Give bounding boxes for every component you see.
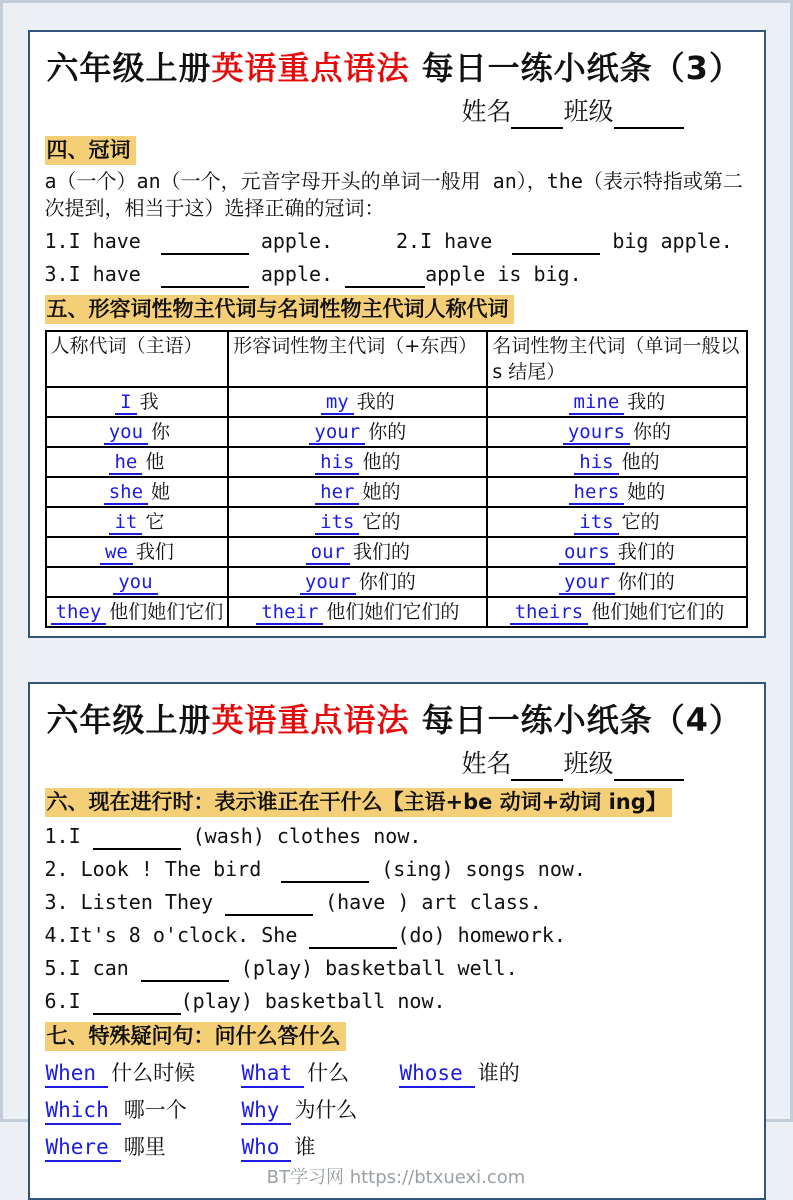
zh-word: 他们她们它们的: [591, 601, 725, 623]
zh-word: 她: [151, 481, 171, 503]
en-word: its: [315, 511, 359, 535]
class-label: 班级: [563, 97, 614, 126]
exercise-4: [45, 921, 748, 949]
exercise-6: [45, 987, 748, 1015]
zh-word: 她的: [627, 481, 666, 503]
en-word: it: [109, 511, 142, 535]
exercise-blank: [225, 894, 313, 916]
exercise-3-tail: apple is big.: [425, 262, 582, 286]
title-suffix: 每日一练小纸条（4）: [409, 701, 742, 739]
table-header-row: [46, 331, 747, 387]
exercise-1: [45, 822, 748, 850]
exercise-3: [45, 888, 748, 916]
qword-who: [241, 1132, 399, 1162]
class-label: 班级: [563, 749, 614, 778]
exercise-text: 4.It's 8 o'clock. She: [44, 923, 298, 947]
qword-en: Where: [45, 1135, 121, 1162]
zh-word: 他的: [621, 451, 660, 473]
name-label: 姓名: [461, 749, 512, 778]
title-highlight-red: 英语重点语法: [211, 49, 410, 87]
qword-what: [241, 1058, 399, 1088]
section-7-heading: 七、特殊疑问句：问什么答什么: [45, 1022, 346, 1051]
en-word: your: [309, 421, 365, 445]
exercise-2-blank: [512, 233, 600, 255]
en-word: my: [321, 391, 354, 415]
exercise-blank: [93, 828, 181, 850]
en-word: her: [315, 481, 359, 505]
question-words-row-3: [45, 1132, 748, 1162]
col-header-possessive-adj: 形容词性物主代词（+东西）: [228, 331, 487, 387]
exercise-3-text: 3.I have: [44, 262, 141, 286]
qword-when: [45, 1058, 241, 1088]
table-row: [46, 387, 747, 417]
exercise-blank: [93, 993, 181, 1015]
en-word: ours: [559, 541, 615, 565]
exercise-1: [45, 227, 397, 255]
table-row: [46, 597, 747, 627]
zh-word: 它: [145, 511, 165, 533]
name-class-line: [45, 95, 748, 129]
zh-word: 我们的: [617, 541, 675, 563]
worksheet-card-4: [28, 682, 766, 1200]
table-row: [46, 477, 747, 507]
table-row: [46, 417, 747, 447]
qword-zh: 哪一个: [123, 1098, 187, 1122]
question-words-row-2: [45, 1095, 748, 1125]
title-grade: 六年级上册: [46, 49, 212, 87]
en-word: theirs: [510, 601, 589, 625]
table-row: [46, 567, 747, 597]
en-word: yours: [563, 421, 630, 445]
name-blank: [511, 103, 563, 129]
en-word: hers: [569, 481, 625, 505]
exercise-2: [45, 855, 748, 883]
exercise-3-blank-b: [345, 266, 425, 288]
en-word: they: [51, 601, 107, 625]
exercise-2-text: 2.I have: [396, 229, 493, 253]
col-header-subject-pronoun: 人称代词（主语）: [46, 331, 229, 387]
exercise-tail: (wash) clothes now.: [192, 824, 422, 848]
en-word: mine: [569, 391, 625, 415]
name-label: 姓名: [461, 97, 512, 126]
question-words-row-1: [45, 1058, 748, 1088]
zh-word: 他们她们它们的: [326, 601, 460, 623]
exercise-2-tail: big apple.: [612, 229, 733, 253]
qword-whose: [399, 1058, 748, 1088]
title-grade: 六年级上册: [46, 701, 212, 739]
exercise-blank: [141, 960, 229, 982]
qword-en: Whose: [399, 1061, 475, 1088]
qword-why: [241, 1095, 399, 1125]
zh-word: 它的: [362, 511, 401, 533]
zh-word: 我们: [135, 541, 174, 563]
qword-zh: 谁: [294, 1135, 316, 1159]
en-word: we: [100, 541, 133, 565]
exercise-text: 1.I: [44, 824, 81, 848]
qword-zh: 哪里: [123, 1135, 166, 1159]
zh-word: 它的: [621, 511, 660, 533]
en-word: its: [574, 511, 618, 535]
exercise-text: 6.I: [44, 989, 81, 1013]
table-row: [46, 537, 747, 567]
exercise-blank: [309, 927, 397, 949]
qword-zh: 什么时候: [111, 1061, 196, 1085]
exercise-3-blank-a: [161, 266, 249, 288]
zh-word: 你的: [633, 421, 672, 443]
table-row: [46, 447, 747, 477]
col-header-possessive-pronoun: 名词性物主代词（单词一般以 s 结尾）: [487, 331, 746, 387]
exercise-2: [396, 227, 748, 255]
en-word: his: [315, 451, 359, 475]
exercise-row-1: [45, 227, 748, 255]
qword-zh: 谁的: [477, 1061, 520, 1085]
exercise-1-tail: apple.: [260, 229, 334, 253]
exercise-1-text: 1.I have: [44, 229, 141, 253]
exercise-tail: (play) basketball now.: [180, 989, 446, 1013]
zh-word: 他: [145, 451, 165, 473]
en-word: your: [559, 571, 615, 595]
exercise-1-blank: [161, 233, 249, 255]
en-word: their: [256, 601, 323, 625]
exercise-text: 5.I can: [44, 956, 129, 980]
exercise-tail: (play) basketball well.: [240, 956, 518, 980]
qword-en: What: [241, 1061, 305, 1088]
exercise-blank: [281, 861, 369, 883]
exercise-5: [45, 954, 748, 982]
zh-word: 你们的: [358, 571, 416, 593]
section-5-heading: 五、形容词性物主代词与名词性物主代词人称代词: [45, 295, 514, 324]
en-word: his: [574, 451, 618, 475]
zh-word: 我的: [627, 391, 666, 413]
zh-word: 你的: [368, 421, 407, 443]
title-suffix: 每日一练小纸条（3）: [409, 49, 742, 87]
exercise-tail: (sing) songs now.: [381, 857, 586, 881]
en-word: she: [104, 481, 148, 505]
table-row: [46, 507, 747, 537]
zh-word: 他们她们它们: [109, 601, 224, 623]
pronoun-table: [45, 330, 748, 628]
qword-which: [45, 1095, 241, 1125]
qword-en: When: [45, 1061, 109, 1088]
zh-word: 你们的: [617, 571, 675, 593]
en-word: you: [113, 571, 157, 595]
worksheet-card-3: [28, 30, 766, 638]
qword-zh: 什么: [307, 1061, 350, 1085]
section-4-intro: a（一个）an（一个，元音字母开头的单词一般用 an），the（表示特指或第二次提到，相当于这）选择正确的冠词：: [44, 169, 743, 220]
en-word: you: [104, 421, 148, 445]
qword-en: Why: [241, 1098, 292, 1125]
section-4-heading: 四、冠词: [45, 136, 136, 165]
qword-en: Who: [241, 1135, 292, 1162]
name-blank: [511, 755, 563, 781]
en-word: I: [115, 391, 136, 415]
zh-word: 我: [139, 391, 159, 413]
exercise-3-mid: apple.: [260, 262, 334, 286]
en-word: our: [306, 541, 350, 565]
zh-word: 我们的: [352, 541, 410, 563]
qword-zh: 为什么: [294, 1098, 358, 1122]
name-class-line: [45, 747, 748, 781]
class-blank: [614, 755, 684, 781]
qword-en: Which: [45, 1098, 121, 1125]
exercise-tail: (do) homework.: [397, 923, 566, 947]
site-watermark: BT学习网 https://btxuexi.com: [266, 1167, 526, 1188]
exercise-3: [45, 260, 748, 288]
title-highlight-red: 英语重点语法: [211, 701, 410, 739]
section-6-heading: 六、现在进行时：表示谁正在干什么【主语+be 动词+动词 ing】: [45, 788, 672, 817]
qword-where: [45, 1132, 241, 1162]
zh-word: 他的: [362, 451, 401, 473]
exercise-text: 2. Look ! The bird: [44, 857, 262, 881]
exercise-text: 3. Listen They: [44, 890, 214, 914]
class-blank: [614, 103, 684, 129]
zh-word: 我的: [356, 391, 395, 413]
card3-title: [47, 46, 748, 90]
zh-word: 她的: [362, 481, 401, 503]
exercise-tail: (have ) art class.: [325, 890, 542, 914]
card4-title: [47, 698, 748, 742]
en-word: he: [109, 451, 142, 475]
en-word: your: [300, 571, 356, 595]
zh-word: 你: [151, 421, 171, 443]
